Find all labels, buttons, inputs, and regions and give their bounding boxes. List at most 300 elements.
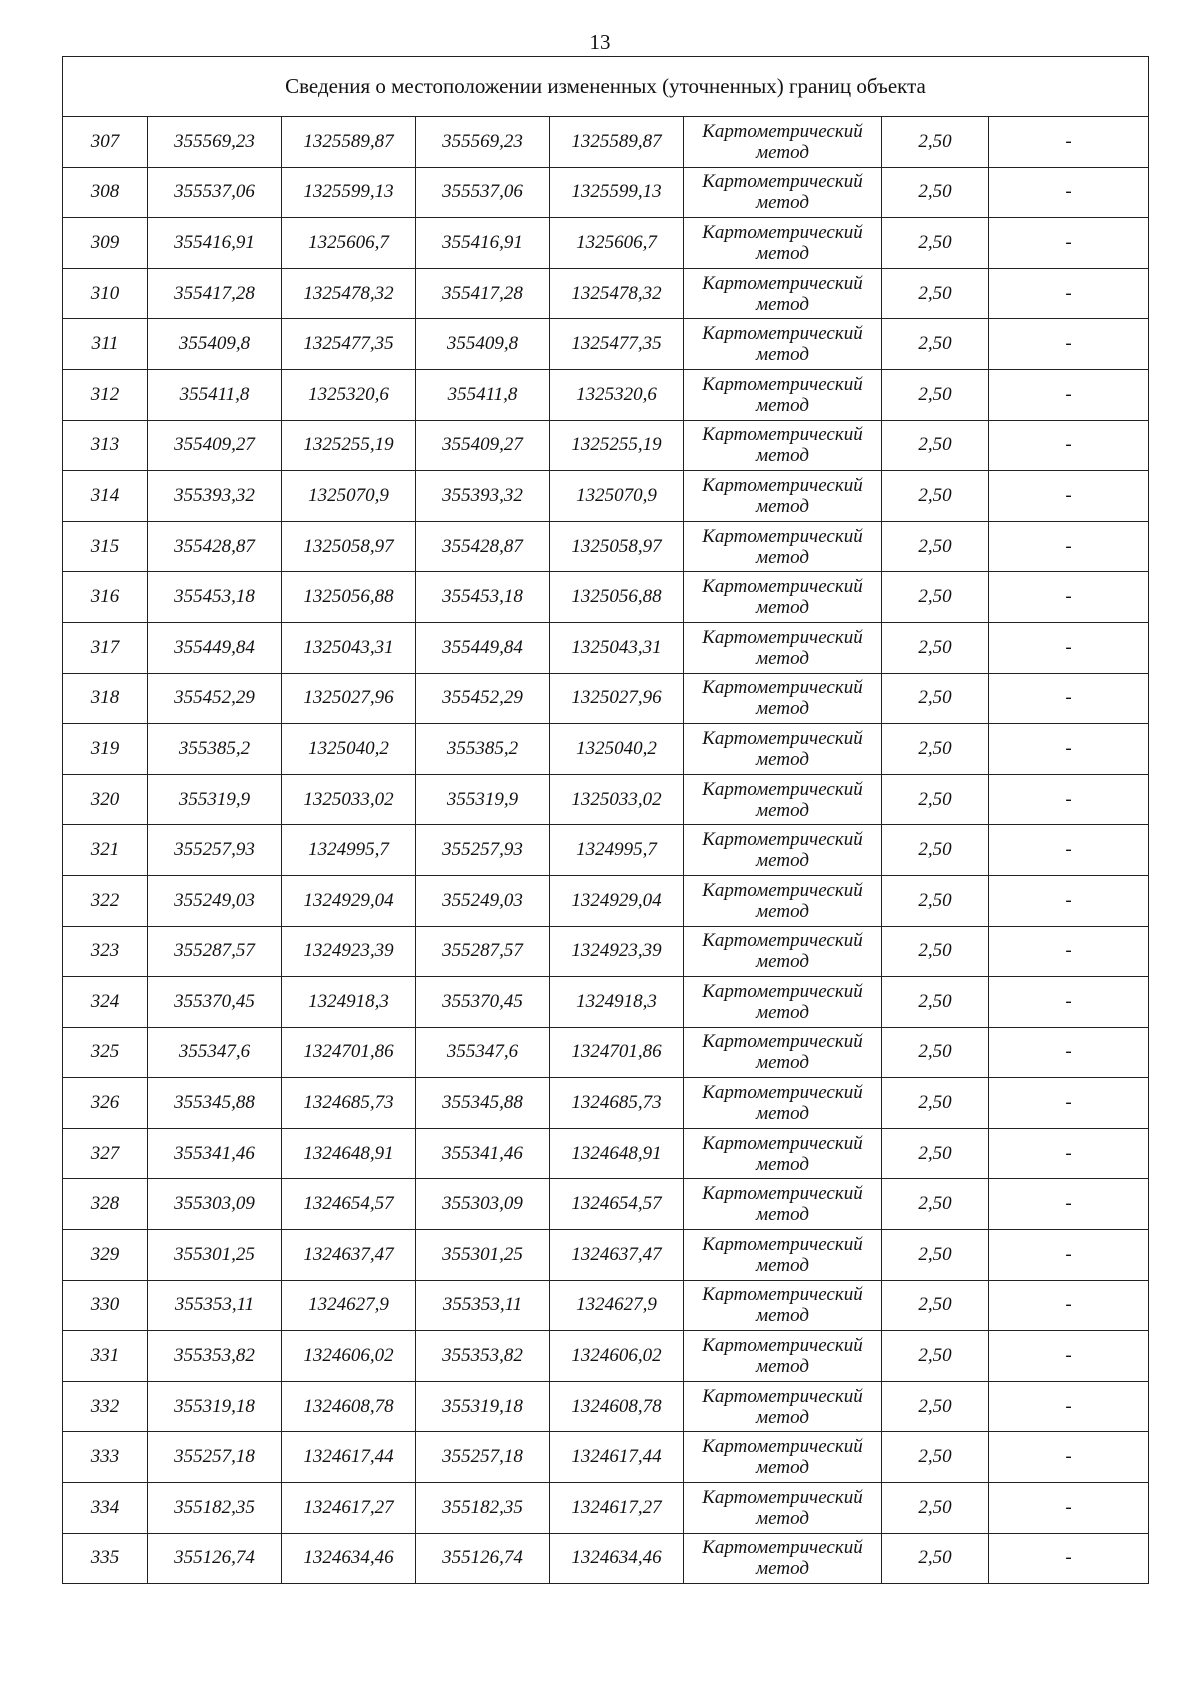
cell-x-existing: 355449,84 xyxy=(148,622,282,673)
method-line-1: Картометрический xyxy=(702,272,863,294)
cell-accuracy: 2,50 xyxy=(882,1179,989,1230)
cell-y-new: 1324606,02 xyxy=(550,1331,684,1382)
method-line-2: метод xyxy=(756,647,809,669)
cell-point-number: 307 xyxy=(63,117,148,168)
method-line-2: метод xyxy=(756,1153,809,1175)
cell-x-existing: 355347,6 xyxy=(148,1027,282,1078)
cell-y-existing: 1324606,02 xyxy=(282,1331,416,1382)
cell-description: - xyxy=(989,1128,1149,1179)
table-row xyxy=(63,521,1149,572)
cell-x-new: 355353,11 xyxy=(416,1280,550,1331)
cell-x-new: 355453,18 xyxy=(416,572,550,623)
method-line-1: Картометрический xyxy=(702,980,863,1002)
table-row xyxy=(63,1432,1149,1483)
method-line-1: Картометрический xyxy=(702,1537,863,1559)
cell-y-existing: 1324634,46 xyxy=(282,1533,416,1584)
cell-y-existing: 1325027,96 xyxy=(282,673,416,724)
cell-accuracy: 2,50 xyxy=(882,268,989,319)
cell-accuracy: 2,50 xyxy=(882,1027,989,1078)
cell-x-existing: 355303,09 xyxy=(148,1179,282,1230)
cell-method xyxy=(684,977,882,1028)
method-line-2: метод xyxy=(756,344,809,366)
cell-y-new: 1325033,02 xyxy=(550,774,684,825)
cell-x-existing: 355409,27 xyxy=(148,420,282,471)
cell-x-existing: 355301,25 xyxy=(148,1230,282,1281)
table-row xyxy=(63,1078,1149,1129)
cell-description: - xyxy=(989,167,1149,218)
cell-method xyxy=(684,521,882,572)
cell-point-number: 326 xyxy=(63,1078,148,1129)
cell-y-new: 1324654,57 xyxy=(550,1179,684,1230)
cell-description: - xyxy=(989,1027,1149,1078)
cell-point-number: 331 xyxy=(63,1331,148,1382)
cell-point-number: 322 xyxy=(63,875,148,926)
cell-point-number: 327 xyxy=(63,1128,148,1179)
method-line-2: метод xyxy=(756,1305,809,1327)
table-row xyxy=(63,369,1149,420)
cell-point-number: 330 xyxy=(63,1280,148,1331)
method-line-1: Картометрический xyxy=(702,1031,863,1053)
cell-description: - xyxy=(989,1280,1149,1331)
cell-method xyxy=(684,1027,882,1078)
cell-description: - xyxy=(989,926,1149,977)
cell-x-new: 355417,28 xyxy=(416,268,550,319)
method-line-1: Картометрический xyxy=(702,829,863,851)
table-row xyxy=(63,1533,1149,1584)
table-row xyxy=(63,1128,1149,1179)
table-row xyxy=(63,218,1149,269)
method-line-1: Картометрический xyxy=(702,727,863,749)
cell-point-number: 320 xyxy=(63,774,148,825)
cell-accuracy: 2,50 xyxy=(882,926,989,977)
cell-y-existing: 1325058,97 xyxy=(282,521,416,572)
cell-x-new: 355569,23 xyxy=(416,117,550,168)
cell-y-new: 1324627,9 xyxy=(550,1280,684,1331)
cell-x-existing: 355126,74 xyxy=(148,1533,282,1584)
cell-y-new: 1324608,78 xyxy=(550,1381,684,1432)
cell-method xyxy=(684,673,882,724)
cell-x-new: 355182,35 xyxy=(416,1483,550,1534)
cell-description: - xyxy=(989,420,1149,471)
cell-x-existing: 355341,46 xyxy=(148,1128,282,1179)
cell-method xyxy=(684,117,882,168)
cell-x-existing: 355569,23 xyxy=(148,117,282,168)
cell-description: - xyxy=(989,673,1149,724)
method-line-2: метод xyxy=(756,1254,809,1276)
table-row xyxy=(63,825,1149,876)
table-body xyxy=(63,57,1149,1584)
cell-description: - xyxy=(989,369,1149,420)
cell-x-existing: 355385,2 xyxy=(148,724,282,775)
cell-method xyxy=(684,167,882,218)
table-row xyxy=(63,926,1149,977)
cell-point-number: 319 xyxy=(63,724,148,775)
method-line-2: метод xyxy=(756,242,809,264)
cell-x-new: 355393,32 xyxy=(416,471,550,522)
cell-accuracy: 2,50 xyxy=(882,420,989,471)
table-row xyxy=(63,167,1149,218)
method-line-2: метод xyxy=(756,1204,809,1226)
cell-method xyxy=(684,1078,882,1129)
method-line-2: метод xyxy=(756,1052,809,1074)
cell-description: - xyxy=(989,1381,1149,1432)
cell-accuracy: 2,50 xyxy=(882,167,989,218)
method-line-2: метод xyxy=(756,799,809,821)
cell-y-new: 1325027,96 xyxy=(550,673,684,724)
cell-x-new: 355301,25 xyxy=(416,1230,550,1281)
cell-y-new: 1325320,6 xyxy=(550,369,684,420)
cell-method xyxy=(684,1230,882,1281)
cell-method xyxy=(684,1432,882,1483)
cell-x-existing: 355319,9 xyxy=(148,774,282,825)
method-line-1: Картометрический xyxy=(702,171,863,193)
cell-y-new: 1324923,39 xyxy=(550,926,684,977)
cell-description: - xyxy=(989,268,1149,319)
cell-point-number: 317 xyxy=(63,622,148,673)
method-line-1: Картометрический xyxy=(702,474,863,496)
table-row xyxy=(63,117,1149,168)
cell-x-existing: 355417,28 xyxy=(148,268,282,319)
cell-point-number: 332 xyxy=(63,1381,148,1432)
method-line-1: Картометрический xyxy=(702,1486,863,1508)
cell-x-existing: 355537,06 xyxy=(148,167,282,218)
cell-y-new: 1324648,91 xyxy=(550,1128,684,1179)
cell-y-new: 1324701,86 xyxy=(550,1027,684,1078)
cell-description: - xyxy=(989,1483,1149,1534)
cell-method xyxy=(684,268,882,319)
cell-x-existing: 355370,45 xyxy=(148,977,282,1028)
cell-y-new: 1324617,27 xyxy=(550,1483,684,1534)
method-line-2: метод xyxy=(756,1001,809,1023)
method-line-1: Картометрический xyxy=(702,1082,863,1104)
cell-y-new: 1324995,7 xyxy=(550,825,684,876)
table-row xyxy=(63,622,1149,673)
method-line-2: метод xyxy=(756,597,809,619)
table-row xyxy=(63,977,1149,1028)
cell-accuracy: 2,50 xyxy=(882,774,989,825)
cell-point-number: 321 xyxy=(63,825,148,876)
cell-y-existing: 1324923,39 xyxy=(282,926,416,977)
cell-y-existing: 1324995,7 xyxy=(282,825,416,876)
cell-x-existing: 355411,8 xyxy=(148,369,282,420)
cell-x-new: 355126,74 xyxy=(416,1533,550,1584)
cell-x-new: 355449,84 xyxy=(416,622,550,673)
table-row xyxy=(63,268,1149,319)
cell-description: - xyxy=(989,1331,1149,1382)
method-line-1: Картометрический xyxy=(702,930,863,952)
cell-y-new: 1324637,47 xyxy=(550,1230,684,1281)
cell-description: - xyxy=(989,724,1149,775)
method-line-1: Картометрический xyxy=(702,373,863,395)
method-line-2: метод xyxy=(756,141,809,163)
cell-accuracy: 2,50 xyxy=(882,218,989,269)
cell-x-existing: 355416,91 xyxy=(148,218,282,269)
cell-x-existing: 355452,29 xyxy=(148,673,282,724)
table-row xyxy=(63,1230,1149,1281)
method-line-2: метод xyxy=(756,900,809,922)
cell-description: - xyxy=(989,1230,1149,1281)
cell-point-number: 308 xyxy=(63,167,148,218)
cell-x-existing: 355182,35 xyxy=(148,1483,282,1534)
method-line-2: метод xyxy=(756,850,809,872)
cell-y-existing: 1324637,47 xyxy=(282,1230,416,1281)
cell-y-existing: 1325056,88 xyxy=(282,572,416,623)
cell-y-existing: 1325606,7 xyxy=(282,218,416,269)
method-line-2: метод xyxy=(756,192,809,214)
cell-y-new: 1325477,35 xyxy=(550,319,684,370)
method-line-1: Картометрический xyxy=(702,1335,863,1357)
cell-y-new: 1325056,88 xyxy=(550,572,684,623)
cell-point-number: 311 xyxy=(63,319,148,370)
cell-x-existing: 355353,11 xyxy=(148,1280,282,1331)
method-line-1: Картометрический xyxy=(702,1436,863,1458)
cell-x-existing: 355453,18 xyxy=(148,572,282,623)
cell-accuracy: 2,50 xyxy=(882,117,989,168)
method-line-2: метод xyxy=(756,1507,809,1529)
cell-accuracy: 2,50 xyxy=(882,825,989,876)
cell-point-number: 328 xyxy=(63,1179,148,1230)
cell-x-new: 355385,2 xyxy=(416,724,550,775)
cell-description: - xyxy=(989,117,1149,168)
table-title-row xyxy=(63,57,1149,117)
cell-point-number: 335 xyxy=(63,1533,148,1584)
cell-x-new: 355319,9 xyxy=(416,774,550,825)
cell-point-number: 310 xyxy=(63,268,148,319)
method-line-2: метод xyxy=(756,394,809,416)
cell-method xyxy=(684,369,882,420)
cell-point-number: 312 xyxy=(63,369,148,420)
cell-accuracy: 2,50 xyxy=(882,724,989,775)
method-line-2: метод xyxy=(756,951,809,973)
cell-x-new: 355345,88 xyxy=(416,1078,550,1129)
cell-y-existing: 1325040,2 xyxy=(282,724,416,775)
method-line-2: метод xyxy=(756,293,809,315)
table-row xyxy=(63,1179,1149,1230)
cell-description: - xyxy=(989,1179,1149,1230)
cell-y-new: 1324685,73 xyxy=(550,1078,684,1129)
cell-x-new: 355257,93 xyxy=(416,825,550,876)
cell-point-number: 316 xyxy=(63,572,148,623)
cell-description: - xyxy=(989,977,1149,1028)
cell-point-number: 333 xyxy=(63,1432,148,1483)
cell-y-existing: 1325477,35 xyxy=(282,319,416,370)
method-line-2: метод xyxy=(756,1103,809,1125)
cell-description: - xyxy=(989,875,1149,926)
cell-y-new: 1325070,9 xyxy=(550,471,684,522)
table-row xyxy=(63,875,1149,926)
cell-point-number: 334 xyxy=(63,1483,148,1534)
cell-accuracy: 2,50 xyxy=(882,1128,989,1179)
cell-description: - xyxy=(989,1533,1149,1584)
page-number: 13 xyxy=(589,30,611,54)
cell-y-existing: 1324654,57 xyxy=(282,1179,416,1230)
cell-accuracy: 2,50 xyxy=(882,471,989,522)
cell-y-existing: 1325033,02 xyxy=(282,774,416,825)
cell-accuracy: 2,50 xyxy=(882,572,989,623)
cell-y-existing: 1324918,3 xyxy=(282,977,416,1028)
cell-y-existing: 1324685,73 xyxy=(282,1078,416,1129)
method-line-1: Картометрический xyxy=(702,424,863,446)
method-line-2: метод xyxy=(756,748,809,770)
cell-x-new: 355411,8 xyxy=(416,369,550,420)
cell-accuracy: 2,50 xyxy=(882,1483,989,1534)
cell-y-existing: 1325070,9 xyxy=(282,471,416,522)
cell-method xyxy=(684,875,882,926)
cell-y-new: 1324918,3 xyxy=(550,977,684,1028)
cell-method xyxy=(684,1179,882,1230)
cell-accuracy: 2,50 xyxy=(882,521,989,572)
cell-x-new: 355287,57 xyxy=(416,926,550,977)
cell-method xyxy=(684,471,882,522)
cell-accuracy: 2,50 xyxy=(882,673,989,724)
method-line-1: Картометрический xyxy=(702,677,863,699)
cell-y-existing: 1325589,87 xyxy=(282,117,416,168)
cell-description: - xyxy=(989,319,1149,370)
cell-method xyxy=(684,1331,882,1382)
cell-x-existing: 355428,87 xyxy=(148,521,282,572)
table-row xyxy=(63,673,1149,724)
cell-point-number: 315 xyxy=(63,521,148,572)
method-line-1: Картометрический xyxy=(702,1385,863,1407)
cell-x-new: 355303,09 xyxy=(416,1179,550,1230)
cell-x-existing: 355249,03 xyxy=(148,875,282,926)
cell-x-new: 355428,87 xyxy=(416,521,550,572)
cell-y-existing: 1324627,9 xyxy=(282,1280,416,1331)
method-line-1: Картометрический xyxy=(702,1132,863,1154)
cell-y-new: 1324617,44 xyxy=(550,1432,684,1483)
boundary-coordinates-table xyxy=(62,56,1149,1584)
cell-x-new: 355257,18 xyxy=(416,1432,550,1483)
method-line-1: Картометрический xyxy=(702,778,863,800)
table-title: Сведения о местоположении измененных (уточненных) границ объекта xyxy=(63,57,1149,117)
cell-x-new: 355409,27 xyxy=(416,420,550,471)
cell-x-existing: 355257,93 xyxy=(148,825,282,876)
cell-x-new: 355347,6 xyxy=(416,1027,550,1078)
cell-point-number: 323 xyxy=(63,926,148,977)
cell-method xyxy=(684,1280,882,1331)
method-line-1: Картометрический xyxy=(702,323,863,345)
cell-accuracy: 2,50 xyxy=(882,875,989,926)
cell-x-existing: 355257,18 xyxy=(148,1432,282,1483)
cell-x-existing: 355287,57 xyxy=(148,926,282,977)
cell-description: - xyxy=(989,471,1149,522)
cell-y-existing: 1325255,19 xyxy=(282,420,416,471)
cell-point-number: 314 xyxy=(63,471,148,522)
cell-y-existing: 1325320,6 xyxy=(282,369,416,420)
cell-y-new: 1325478,32 xyxy=(550,268,684,319)
cell-accuracy: 2,50 xyxy=(882,977,989,1028)
table-row xyxy=(63,420,1149,471)
cell-method xyxy=(684,572,882,623)
cell-accuracy: 2,50 xyxy=(882,1331,989,1382)
table-row xyxy=(63,572,1149,623)
cell-description: - xyxy=(989,774,1149,825)
cell-y-new: 1324634,46 xyxy=(550,1533,684,1584)
cell-y-new: 1324929,04 xyxy=(550,875,684,926)
cell-point-number: 329 xyxy=(63,1230,148,1281)
cell-method xyxy=(684,1533,882,1584)
cell-accuracy: 2,50 xyxy=(882,1533,989,1584)
cell-method xyxy=(684,1381,882,1432)
method-line-2: метод xyxy=(756,1356,809,1378)
cell-description: - xyxy=(989,218,1149,269)
table-row xyxy=(63,1280,1149,1331)
cell-accuracy: 2,50 xyxy=(882,1230,989,1281)
cell-x-existing: 355345,88 xyxy=(148,1078,282,1129)
method-line-1: Картометрический xyxy=(702,525,863,547)
method-line-1: Картометрический xyxy=(702,120,863,142)
method-line-2: метод xyxy=(756,698,809,720)
cell-y-new: 1325040,2 xyxy=(550,724,684,775)
cell-x-new: 355249,03 xyxy=(416,875,550,926)
cell-y-new: 1325589,87 xyxy=(550,117,684,168)
table-row xyxy=(63,774,1149,825)
cell-accuracy: 2,50 xyxy=(882,1280,989,1331)
cell-x-existing: 355319,18 xyxy=(148,1381,282,1432)
table-row xyxy=(63,471,1149,522)
cell-point-number: 318 xyxy=(63,673,148,724)
table-row xyxy=(63,1483,1149,1534)
cell-x-new: 355537,06 xyxy=(416,167,550,218)
cell-point-number: 313 xyxy=(63,420,148,471)
cell-method xyxy=(684,622,882,673)
cell-x-existing: 355393,32 xyxy=(148,471,282,522)
cell-description: - xyxy=(989,521,1149,572)
cell-method xyxy=(684,825,882,876)
cell-x-new: 355409,8 xyxy=(416,319,550,370)
cell-description: - xyxy=(989,1078,1149,1129)
cell-x-new: 355452,29 xyxy=(416,673,550,724)
cell-description: - xyxy=(989,825,1149,876)
table-row xyxy=(63,1381,1149,1432)
cell-accuracy: 2,50 xyxy=(882,622,989,673)
cell-y-existing: 1325599,13 xyxy=(282,167,416,218)
method-line-2: метод xyxy=(756,1558,809,1580)
method-line-1: Картометрический xyxy=(702,1233,863,1255)
cell-description: - xyxy=(989,1432,1149,1483)
cell-accuracy: 2,50 xyxy=(882,319,989,370)
cell-x-new: 355319,18 xyxy=(416,1381,550,1432)
method-line-2: метод xyxy=(756,1457,809,1479)
cell-x-new: 355341,46 xyxy=(416,1128,550,1179)
method-line-2: метод xyxy=(756,1406,809,1428)
method-line-2: метод xyxy=(756,546,809,568)
method-line-2: метод xyxy=(756,495,809,517)
cell-accuracy: 2,50 xyxy=(882,1381,989,1432)
table-row xyxy=(63,724,1149,775)
cell-method xyxy=(684,1483,882,1534)
cell-y-new: 1325606,7 xyxy=(550,218,684,269)
cell-point-number: 324 xyxy=(63,977,148,1028)
cell-y-existing: 1324929,04 xyxy=(282,875,416,926)
cell-method xyxy=(684,1128,882,1179)
method-line-1: Картометрический xyxy=(702,576,863,598)
cell-y-existing: 1325043,31 xyxy=(282,622,416,673)
method-line-1: Картометрический xyxy=(702,626,863,648)
cell-method xyxy=(684,319,882,370)
cell-y-existing: 1325478,32 xyxy=(282,268,416,319)
cell-x-new: 355370,45 xyxy=(416,977,550,1028)
cell-y-existing: 1324617,44 xyxy=(282,1432,416,1483)
table-row xyxy=(63,319,1149,370)
cell-accuracy: 2,50 xyxy=(882,1078,989,1129)
method-line-1: Картометрический xyxy=(702,879,863,901)
cell-accuracy: 2,50 xyxy=(882,369,989,420)
cell-y-existing: 1324608,78 xyxy=(282,1381,416,1432)
method-line-1: Картометрический xyxy=(702,1284,863,1306)
cell-y-new: 1325255,19 xyxy=(550,420,684,471)
method-line-2: метод xyxy=(756,445,809,467)
